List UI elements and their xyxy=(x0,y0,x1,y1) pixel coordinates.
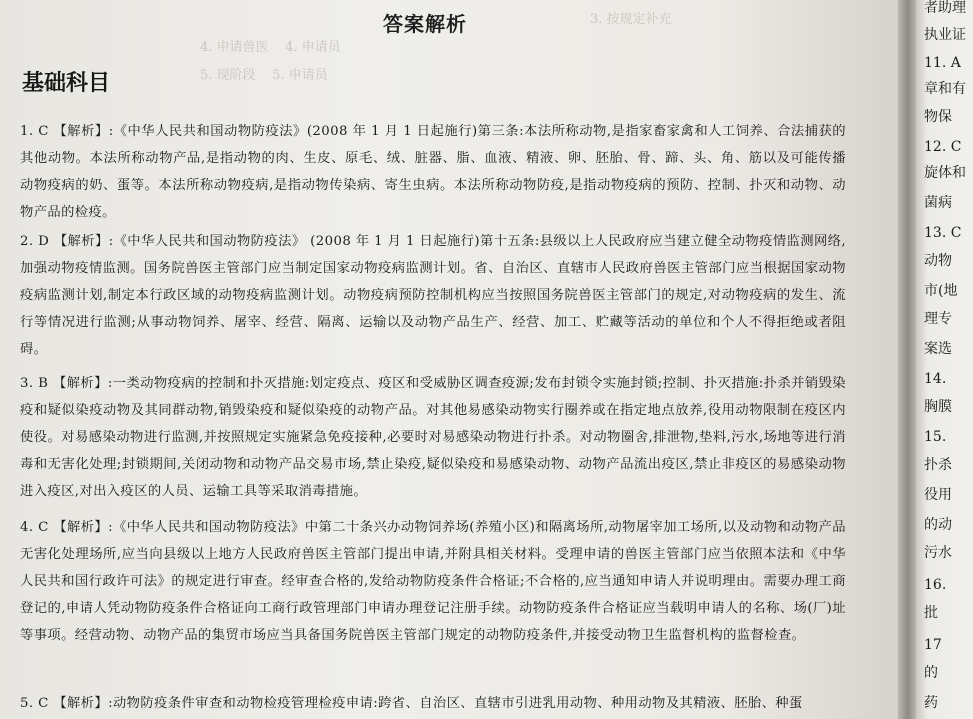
right-page-line: 16. xyxy=(924,577,947,593)
right-page-line: 理专 xyxy=(924,311,952,327)
section-heading: 基础科目 xyxy=(22,70,111,95)
right-page-line: 12. C xyxy=(924,139,962,155)
right-page-line: 扑杀 xyxy=(924,457,952,473)
right-page-line: 的动 xyxy=(924,517,952,533)
right-page-line: 胸膜 xyxy=(924,399,952,415)
right-page-line: 役用 xyxy=(924,487,952,503)
right-page-line: 菌病 xyxy=(924,195,952,211)
answer-5: 5. C 【解析】:动物防疫条件审查和动物检疫管理检疫申请:跨省、自治区、直辖市引进乳用动物、种用动物及其精液、胚胎、种蛋 xyxy=(20,696,803,711)
book-gutter xyxy=(898,0,918,719)
right-page-line: 者助理 xyxy=(924,0,966,16)
bleed-through-text: 4. 申请兽医 4. 申请员 xyxy=(200,40,341,55)
bleed-through-text: 5. 现阶段 5. 申请员 xyxy=(200,68,328,83)
right-page-line: 15. xyxy=(924,429,947,445)
right-page-line: 11. A xyxy=(924,55,961,71)
page-title: 答案解析 xyxy=(383,14,467,36)
right-page-line: 药 xyxy=(924,695,938,711)
right-page-line: 章和有 xyxy=(924,81,966,97)
answer-3: 3. B 【解析】:一类动物疫病的控制和扑灭措施:划定疫点、疫区和受威胁区调查疫源;发布封锁令实施封锁;控制、扑灭措施:扑杀并销毁染疫和疑似染疫动物及其同群动物,销毁染疫和疑似染疫的动物产品。对其他易感染动物实行圈养或在指定地点放养,役用动物限制在疫区内使役。对易感染动物进行监测,并按照规定实施紧急免疫接种,必要时对易感染动物进行扑杀。对动物圈舍,排泄物,垫料,污水,场地等进行消毒和无害化处理;封锁期间,关闭动物和动物产品交易市场,禁止染疫,疑似染疫和易感染动物、动物产品流出疫区,禁止非疫区的易感染动物进入疫区,对出入疫区的人员、运输工具等采取消毒措施。 xyxy=(20,376,846,499)
right-page-line: 动物 xyxy=(924,253,952,269)
right-page-line: 执业证 xyxy=(924,27,966,43)
right-page-line: 旋体和 xyxy=(924,165,966,181)
answer-4: 4. C 【解析】:《中华人民共和国动物防疫法》中第二十条兴办动物饲养场(养殖小区)和隔离场所,动物屠宰加工场所,以及动物和动物产品无害化处理场所,应当向县级以上地方人民政府兽医主管部门提出申请,并附具相关材料。受理申请的兽医主管部门应当依照本法和《中华人民共和国行政许可法》的规定进行审查。经审查合格的,发给动物防疫条件合格证;不合格的,应当通知申请人并说明理由。需要办理工商登记的,申请人凭动物防疫条件合格证向工商行政管理部门申请办理登记注册手续。动物防疫条件合格证应当载明申请人的名称、场(厂)址等事项。经营动物、动物产品的集贸市场应当具备国务院兽医主管部门规定的动物防疫条件,并接受动物卫生监督机构的监督检查。 xyxy=(20,520,846,643)
right-page-line: 案选 xyxy=(924,341,952,357)
bleed-through-text: 3. 按规定补充 xyxy=(590,12,672,27)
right-page-line: 市(地 xyxy=(924,283,958,299)
right-page-line: 污水 xyxy=(924,545,952,561)
right-page xyxy=(916,0,973,719)
right-page-line: 物保 xyxy=(924,109,952,125)
answer-1: 1. C 【解析】:《中华人民共和国动物防疫法》(2008 年 1 月 1 日起施行)第三条:本法所称动物,是指家畜家禽和人工饲养、合法捕获的其他动物。本法所称动物产品,是指动物的肉、生皮、原毛、绒、脏器、脂、血液、精液、卵、胚胎、骨、蹄、头、角、筋以及可能传播动物疫病的奶、蛋等。本法所称动物疫病,是指动物传染病、寄生虫病。本法所称动物防疫,是指动物疫病的预防、控制、扑灭和动物、动物产品的检疫。 xyxy=(20,124,846,220)
right-page-line: 14. xyxy=(924,371,947,387)
right-page-line: 批 xyxy=(924,605,938,621)
right-page-line: 17 xyxy=(924,637,942,653)
answer-2: 2. D 【解析】:《中华人民共和国动物防疫法》 (2008 年 1 月 1 日起施行)第十五条:县级以上人民政府应当建立健全动物疫情监测网络,加强动物疫情监测。国务院兽医主管部门应当制定国家动物疫病监测计划。省、自治区、直辖市人民政府兽医主管部门应当根据国家动物疫病监测计划,制定本行政区域的动物疫病监测计划。动物疫病预防控制机构应当按照国务院兽医主管部门的规定,对动物疫病的发生、流行等情况进行监测;从事动物饲养、屠宰、经营、隔离、运输以及动物产品生产、经营、加工、贮藏等活动的单位和个人不得拒绝或者阻碍。 xyxy=(20,234,846,357)
right-page-line: 13. C xyxy=(924,225,962,241)
right-page-line: 的 xyxy=(924,665,938,681)
